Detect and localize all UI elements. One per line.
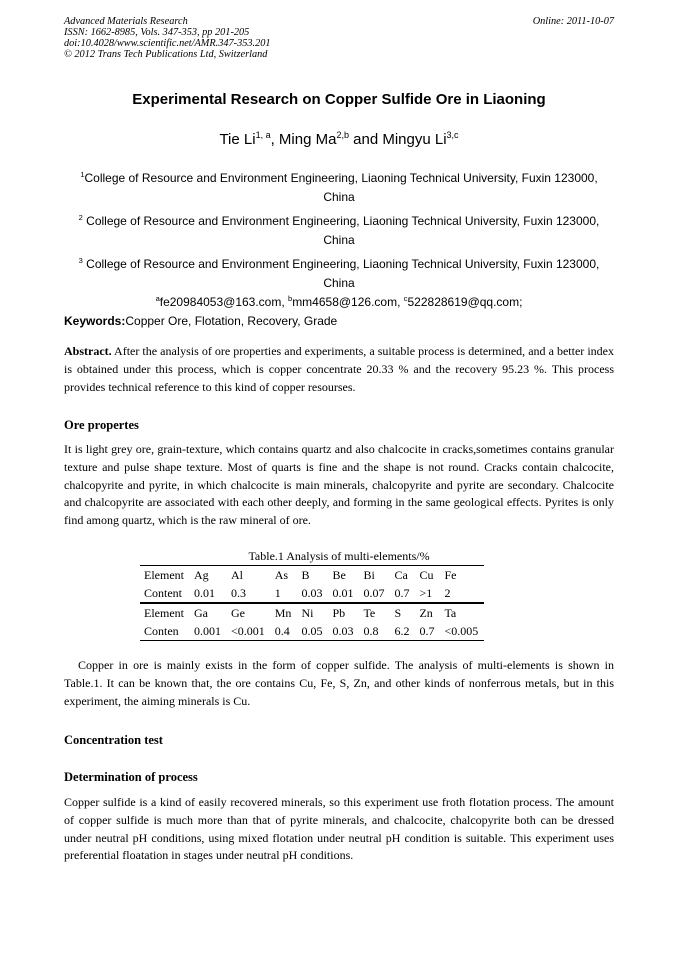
table-cell: 2 (444, 585, 451, 600)
keywords-label: Keywords: (64, 314, 126, 328)
table-cell: 0.4 (271, 622, 298, 641)
email-line (0, 294, 678, 309)
affiliation-text: College of Resource and Environment Engineering, Liaoning Technical University, Fuxin 123000, (84, 171, 598, 185)
table-cell: >1 (419, 585, 433, 600)
affiliation-1 (64, 165, 614, 207)
copyright-line: © 2012 Trans Tech Publications Ltd, Switzerland (64, 49, 268, 60)
author-line (0, 130, 678, 148)
section-heading-ore: Ore propertes (64, 418, 139, 432)
copper-paragraph: Copper in ore is mainly exists in the form of copper sulfide. The analysis of multi-elements is shown in Table.1. It can be known that, the ore contains Cu, Fe, S, Zn, and other kinds of nonferrous metals, but in this experiment, the aiming minerals is Cu. (64, 658, 614, 708)
table-row (140, 584, 484, 603)
table-cell: S (390, 603, 415, 622)
affiliation-text: College of Resource and Environment Engineering, Liaoning Technical University, Fuxin 123000, (82, 214, 600, 228)
table-cell: Ga (190, 603, 227, 622)
table-cell: 0.01 (332, 585, 354, 600)
table-cell: Ge (227, 603, 271, 622)
affiliation-3 (64, 251, 614, 293)
table-row (140, 603, 484, 622)
affiliation-sup: 2 (78, 213, 83, 222)
table-cell: As (271, 566, 298, 585)
table-cell: 0.7 (394, 585, 410, 600)
affiliation-sup: 3 (78, 256, 83, 265)
paper-title: Experimental Research on Copper Sulfide Ore in Liaoning (132, 91, 546, 108)
table-cell: Element (140, 566, 190, 585)
affiliation-country: China (323, 276, 355, 290)
affiliation-sup: 1 (80, 170, 85, 179)
table-cell: 6.2 (390, 622, 415, 641)
analysis-table (140, 565, 484, 641)
email-address[interactable]: mm4658@126.com, (292, 295, 404, 309)
table-cell: Fe (440, 566, 484, 585)
author-name: Tie Li (219, 131, 256, 148)
online-date: Online: 2011-10-07 (532, 16, 614, 27)
table-cell: 0.01 (193, 585, 215, 600)
abstract-text: After the analysis of ore properties and experiments, a suitable process is determined, and a better index is obtained under this process, which is copper concentrate 20.33 % and the recovery 95.23 %. This process provides technical reference to this kind of copper resourses. (64, 344, 614, 394)
table-cell: 0.03 (301, 585, 323, 600)
table-cell: Zn (415, 603, 440, 622)
table-cell: Conten (140, 622, 190, 641)
table-cell: Pb (328, 603, 359, 622)
author-sup: 3,c (446, 130, 459, 140)
issn-line: ISSN: 1662-8985, Vols. 347-353, pp 201-205 (64, 27, 250, 38)
ore-paragraph: It is light grey ore, grain-texture, which contains quartz and also chalcocite in cracks,sometimes contains granular texture and pulse shape texture. Most of quarts is fine and the shape is not round. Cracks contain chalcocite, chalcopyrite and pyrite, in which chalcocite is main minerals, chalcopyrite and pyrite are secondary. Chalcocite and chalcopyrite are associated with each other deeply, and forming in the same geological effects. Pyrites is only find among quartz, which is the raw mineral of ore. (64, 442, 614, 528)
table-row (140, 622, 484, 641)
author-name: Mingyu Li (382, 131, 447, 148)
journal-name: Advanced Materials Research (64, 16, 188, 27)
table-cell: 0.001 (190, 622, 227, 641)
table-cell: 0.3 (230, 585, 246, 600)
table-cell: 0.05 (297, 622, 328, 641)
table-cell: B (297, 566, 328, 585)
table-cell: <0.001 (227, 622, 271, 641)
table-cell: 0.07 (363, 585, 385, 600)
table-cell: Cu (415, 566, 440, 585)
abstract-label: Abstract. (64, 344, 112, 358)
table-cell: Al (227, 566, 271, 585)
table-cell: <0.005 (440, 622, 484, 641)
table-cell: Be (328, 566, 359, 585)
email-address[interactable]: fe20984053@163.com, (159, 295, 289, 309)
table-caption: Table.1 Analysis of multi-elements/% (248, 549, 430, 563)
table-row (140, 566, 484, 585)
email-sup: c (403, 294, 408, 303)
table-cell: 0.7 (415, 622, 440, 641)
affiliation-2 (64, 208, 614, 250)
journal-header (64, 16, 271, 60)
email-sup: a (155, 294, 160, 303)
author-sup: 2,b (336, 130, 349, 140)
email-address[interactable]: 522828619@qq.com; (407, 295, 523, 309)
author-sep: , (270, 131, 279, 148)
table-cell: Mn (271, 603, 298, 622)
keywords (64, 314, 337, 328)
doi-line: doi:10.4028/www.scientific.net/AMR.347-353.201 (64, 38, 271, 49)
abstract (64, 343, 614, 396)
author-sep: and (348, 131, 383, 148)
table-cell: Ni (297, 603, 328, 622)
keywords-text: Copper Ore, Flotation, Recovery, Grade (125, 314, 338, 328)
table-cell: 1 (274, 585, 281, 600)
table-cell: 0.03 (328, 622, 359, 641)
author-sup: 1, a (255, 130, 271, 140)
table-cell: Bi (359, 566, 390, 585)
affiliation-country: China (323, 190, 355, 204)
section-heading-concentration: Concentration test (64, 733, 163, 747)
table-cell: Element (140, 603, 190, 622)
table-cell: Ca (390, 566, 415, 585)
affiliation-country: China (323, 233, 355, 247)
author-name: Ming Ma (278, 131, 337, 148)
table-cell: 0.8 (359, 622, 390, 641)
affiliation-text: College of Resource and Environment Engineering, Liaoning Technical University, Fuxin 123000, (82, 257, 600, 271)
email-sup: b (288, 294, 293, 303)
table-cell: Ag (190, 566, 227, 585)
table-cell: Ta (440, 603, 484, 622)
table-cell: Content (144, 585, 182, 600)
section-heading-process: Determination of process (64, 770, 198, 784)
process-paragraph: Copper sulfide is a kind of easily recovered minerals, so this experiment use froth flotation process. The amount of copper sulfide is much more than that of pyrite minerals, and chalcocite, chalcopyrite both can be dressed under neutral pH conditions, using mixed flotation under neutral pH condition is suitable. This experiment uses preferential floatation in stages under neutral pH conditions. (64, 795, 614, 863)
table-cell: Te (359, 603, 390, 622)
